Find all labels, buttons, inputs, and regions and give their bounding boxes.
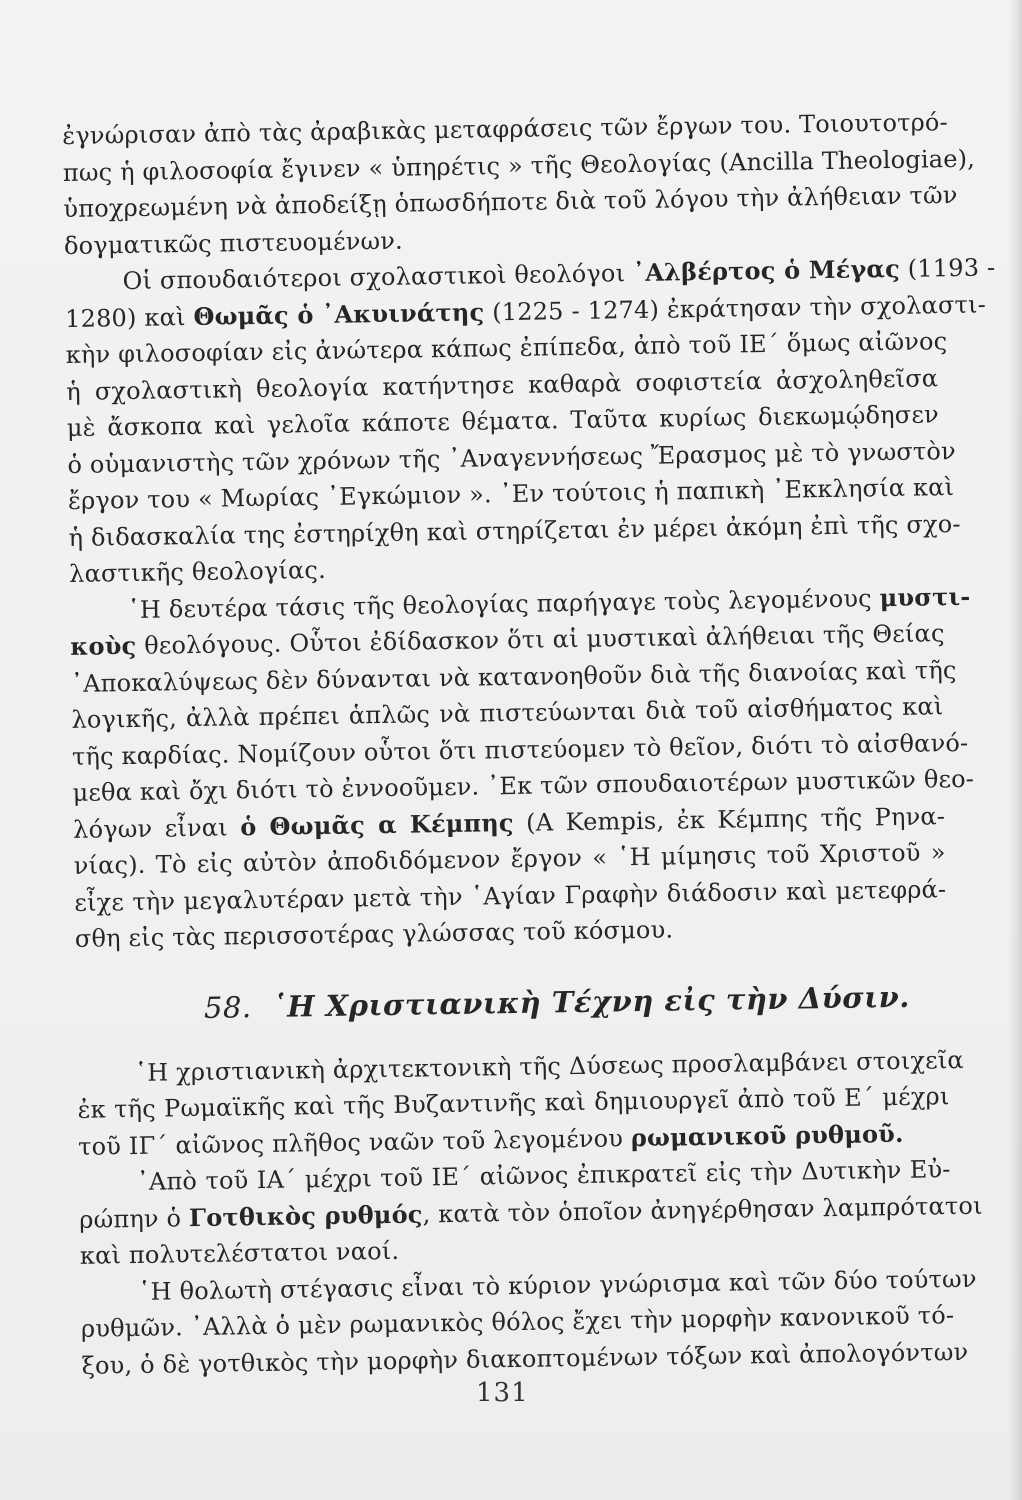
text-line: ἡ σχολαστικὴ θεολογία κατήντησε καθαρὰ σοφιστεία ἀσχοληθεῖσα — [66, 363, 939, 406]
text-segment: ῾Η δευτέρα τάσις τῆς θεολογίας παρήγαγε τοὺς λεγομένους — [127, 583, 880, 624]
text-line: ὑποχρεωμένη νὰ ἀποδείξῃ ὁπωσδήποτε διὰ τοῦ λόγου τὴν ἀλήθειαν τῶν — [63, 180, 958, 223]
paragraph-1 — [62, 104, 976, 264]
text-line: ᾿Απὸ τοῦ ΙΑ΄ μέχρι τοῦ ΙΕ΄ αἰῶνος ἐπικρατεῖ εἰς τὴν Δυτικὴν Εὐ- — [136, 1155, 951, 1196]
text-line: σθη εἰς τὰς περισσοτέρας γλώσσας τοῦ κόσμου. — [74, 915, 674, 953]
text-line: ἐγνώρισαν ἀπὸ τὰς ἀραβικὰς μεταφράσεις τῶν ἔργων του. Τοιουτοτρό- — [62, 108, 949, 150]
paragraph-4 — [77, 1042, 965, 1165]
text-line: πως ἡ φιλοσοφία ἔγινεν « ὑπηρέτις » τῆς Θεολογίας (Ancilla Theologiae), — [62, 144, 976, 187]
text-line: ῾Η χριστιανικὴ ἀρχιτεκτονικὴ τῆς Δύσεως προσλαμβάνει στοιχεῖα — [134, 1045, 965, 1087]
page-number: 131 — [476, 1378, 529, 1408]
text-line: κὴν φιλοσοφίαν εἰς ἀνώτερα κάπως ἐπίπεδα, ἀπὸ τοῦ ΙΕ΄ ὅμως αἰῶνος — [65, 327, 948, 369]
text-segment: τοῦ ΙΓ΄ αἰῶνος πλῆθος ναῶν τοῦ λεγομένου — [77, 1123, 632, 1161]
text-line: λαστικῆς θεολογίας. — [68, 555, 327, 588]
text-line: μὲ ἄσκοπα καὶ γελοῖα κάποτε θέματα. Ταῦτα κυρίως διεκωμῴδησεν — [66, 400, 939, 442]
text-line: ἐκ τῆς Ρωμαϊκῆς καὶ τῆς Βυζαντινῆς καὶ δημιουργεῖ ἀπὸ τοῦ Ε΄ μέχρι — [77, 1082, 950, 1124]
page-spine-shadow — [1008, 0, 1022, 1500]
section-number: 58. — [203, 989, 252, 1025]
text-line: ᾿Αποκαλύψεως δὲν δύνανται νὰ κατανοηθοῦν διὰ τῆς διανοίας καὶ τῆς — [70, 655, 957, 698]
page-text-block — [62, 104, 996, 1384]
text-segment: θεολόγους. Οὗτοι ἐδίδασκον ὅτι αἱ μυστικαὶ ἀλήθειαι τῆς Θείας — [136, 619, 945, 660]
bold-name-kempis: ὁ Θωμᾶς α Κέμπης — [239, 807, 514, 841]
section-title: ῾Η Χριστιανικὴ Τέχνη εἰς τὴν Δύσιν. — [271, 979, 911, 1024]
text-line: καὶ πολυτελέστατοι ναοί. — [79, 1236, 400, 1270]
text-line: λογικῆς, ἀλλὰ πρέπει ἁπλῶς νὰ πιστεύωνται διὰ τοῦ αἰσθήματος καὶ — [71, 692, 944, 734]
text-line: δογματικῶς πιστευομένων. — [63, 226, 404, 260]
text-segment: , κατὰ τὸν ὁποῖον ἀνηγέρθησαν λαμπρότατοι — [422, 1191, 983, 1228]
text-segment: (1193 - — [899, 253, 996, 283]
text-segment: λόγων εἶναι — [72, 812, 241, 844]
text-segment: Οἱ σπουδαιότεροι σχολαστικοὶ θεολόγοι — [122, 259, 634, 296]
text-segment: 1280) καὶ — [64, 302, 194, 333]
section-heading — [76, 976, 949, 1030]
bold-term-mystics: μυστι- — [879, 581, 971, 612]
text-line: νίας). Τὸ εἰς αὐτὸν ἀποδιδόμενον ἔργον « ῾Η μίμησις τοῦ Χριστοῦ » — [73, 838, 946, 880]
text-line: ἔργον του « Μωρίας ᾿Εγκώμιον ». ᾿Εν τούτοις ἡ παπικὴ ᾿Εκκλησία καὶ — [67, 473, 955, 515]
text-line: ρυθμῶν. ᾿Αλλὰ ὁ μὲν ρωμανικὸς θόλος ἔχει τὴν μορφὴν κανονικοῦ τό- — [80, 1301, 955, 1343]
text-line: εἶχε τὴν μεγαλυτέραν μετὰ τὴν ῾Αγίαν Γραφὴν διάδοσιν καὶ μετεφρά- — [74, 874, 947, 917]
text-segment: (A Kempis, ἐκ Κέμπης τῆς Ρηνα- — [513, 801, 946, 837]
text-segment: (1225 - 1274) ἐκράτησαν τὴν σχολαστι- — [484, 290, 987, 326]
text-line: ὁ οὑμανιστὴς τῶν χρόνων τῆς ᾿Αναγεννήσεως Ἔρασμος μὲ τὸ γνωστὸν — [67, 436, 957, 479]
paragraph-6 — [80, 1261, 977, 1384]
text-line: τῆς καρδίας. Νομίζουν οὗτοι ὅτι πιστεύομεν τὸ θεῖον, διότι τὸ αἰσθανό- — [71, 728, 969, 771]
text-line: ξου, ὁ δὲ γοτθικὸς τὴν μορφὴν διακοπτομένων τόξων καὶ ἀπολογόντων — [81, 1337, 969, 1380]
text-line: ἡ διδασκαλία της ἐστηρίχθη καὶ στηρίζεται ἐν μέρει ἀκόμη ἐπὶ τῆς σχο- — [68, 509, 961, 552]
bold-name-aquinas: Θωμᾶς ὁ ᾿Ακυινάτης — [193, 296, 485, 331]
bold-term-romanesque: ρωμανικοῦ ρυθμοῦ. — [630, 1118, 904, 1152]
bold-term-gothic: Γοτθικὸς ρυθμός — [188, 1198, 423, 1232]
paragraph-2 — [64, 250, 996, 592]
text-line: ῾Η θολωτὴ στέγασις εἶναι τὸ κύριον γνώρισμα καὶ τῶν δύο τούτων — [138, 1264, 977, 1306]
paragraph-3 — [69, 579, 975, 958]
text-segment: ρώπην ὁ — [79, 1203, 190, 1234]
text-line: μεθα καὶ ὄχι διότι τὸ ἐννοοῦμεν. ᾿Εκ τῶν σπουδαιοτέρων μυστικῶν θεο- — [72, 764, 975, 807]
bold-term-mystics-cont: κοὺς — [70, 630, 137, 661]
paragraph-5 — [78, 1151, 983, 1274]
bold-name-albertus: ᾿Αλβέρτος ὁ Μέγας — [632, 253, 901, 288]
